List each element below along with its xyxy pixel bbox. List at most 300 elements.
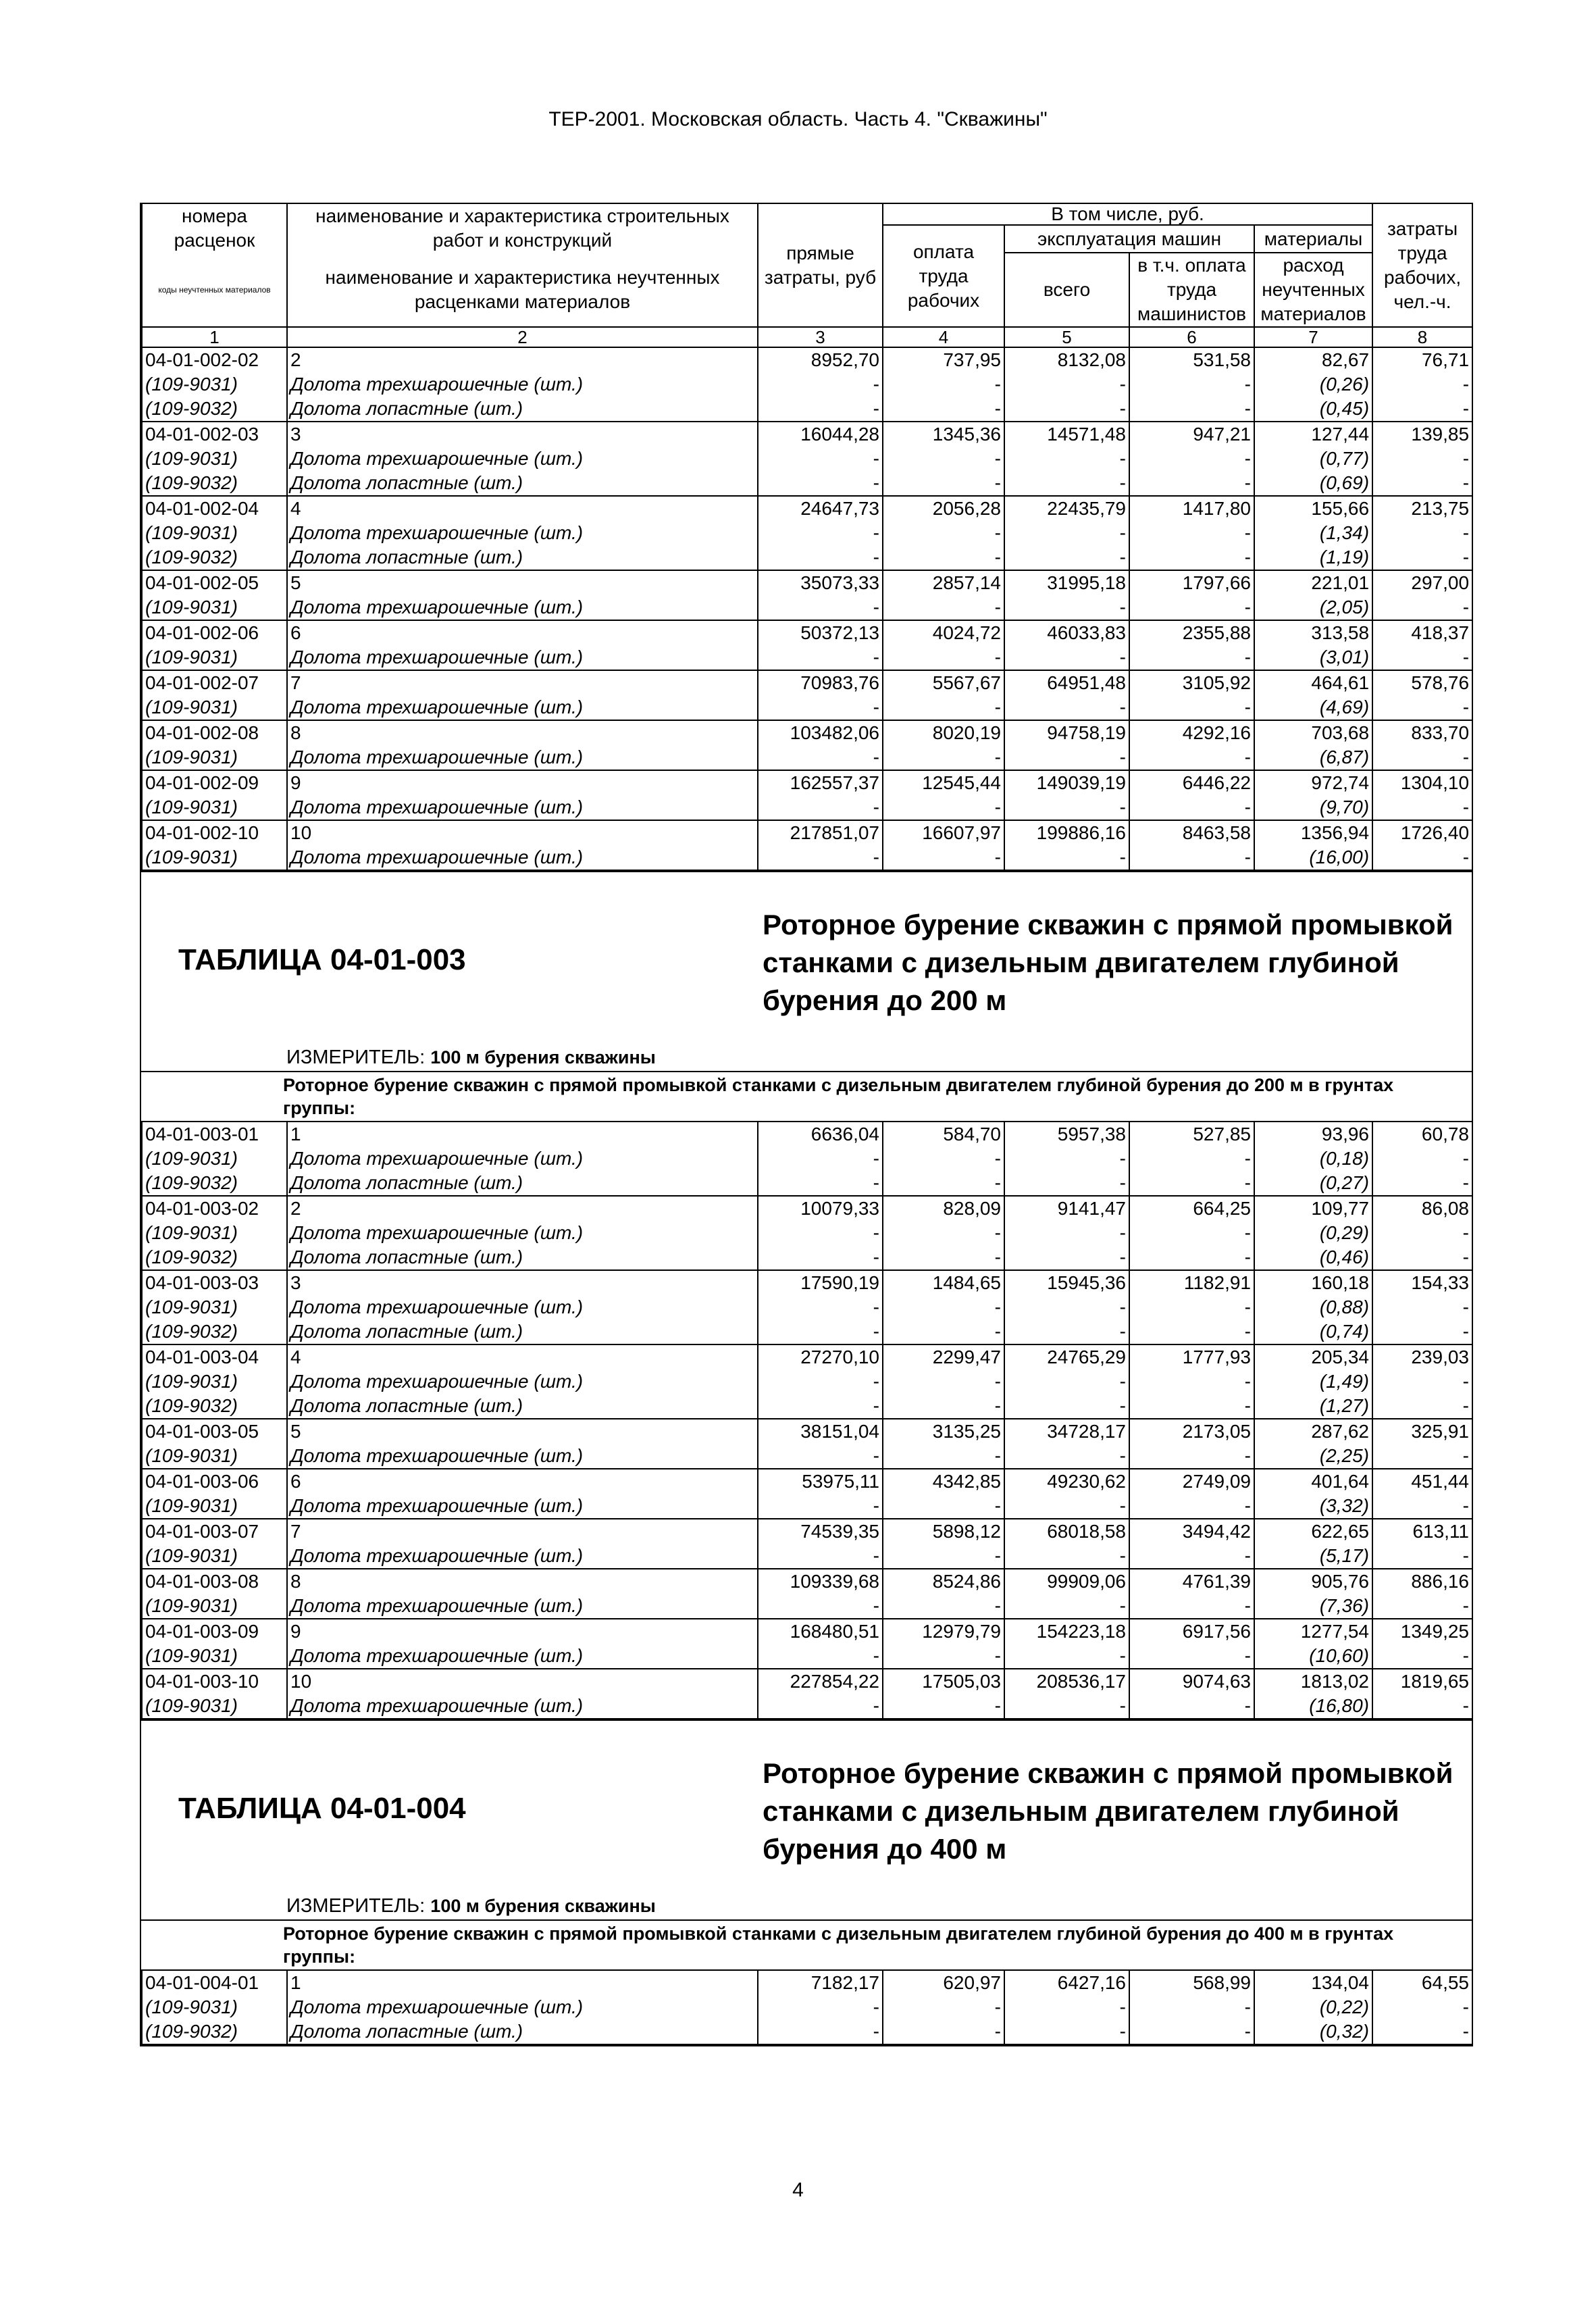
page-number: 4: [792, 2179, 804, 2201]
empty-value: -: [1129, 845, 1254, 870]
header-col2-line1: наименование и характеристика строительных: [315, 205, 729, 226]
empty-value: -: [883, 372, 1004, 397]
rate-c6: 2749,09: [1129, 1469, 1254, 1494]
rate-c7: 82,67: [1254, 347, 1372, 372]
rate-c4: 12979,79: [883, 1619, 1004, 1644]
material-quantity: (1,49): [1254, 1369, 1372, 1394]
rate-code: 04-01-003-06: [142, 1469, 287, 1494]
rate-row: [142, 1970, 1472, 1995]
rate-c5: 8132,08: [1004, 347, 1129, 372]
rate-c4: 3135,25: [883, 1419, 1004, 1444]
empty-value: -: [758, 1245, 883, 1270]
header-col1-line2: расценок: [174, 230, 255, 251]
material-quantity: (0,77): [1254, 447, 1372, 471]
rate-c4: 2857,14: [883, 570, 1004, 595]
rate-c7: 703,68: [1254, 720, 1372, 745]
empty-value: -: [1004, 1394, 1129, 1419]
rate-c3: 27270,10: [758, 1344, 883, 1369]
material-row: [142, 1221, 1472, 1245]
material-row: [142, 845, 1472, 870]
material-quantity: (9,70): [1254, 795, 1372, 820]
empty-value: -: [1004, 521, 1129, 545]
material-row: [142, 1644, 1472, 1669]
empty-value: -: [1129, 695, 1254, 720]
material-name: Долота трехшарошечные (шт.): [287, 1221, 758, 1245]
empty-value: -: [883, 645, 1004, 670]
rate-row: [142, 720, 1472, 745]
empty-value: -: [883, 447, 1004, 471]
empty-value: -: [883, 1221, 1004, 1245]
rate-c6: 1417,80: [1129, 496, 1254, 521]
rate-row: [142, 1196, 1472, 1221]
material-name: Долота трехшарошечные (шт.): [287, 1494, 758, 1519]
rate-name: 6: [287, 1469, 758, 1494]
empty-value: -: [883, 1319, 1004, 1344]
material-name: Долота трехшарошечные (шт.): [287, 521, 758, 545]
empty-value: -: [1004, 845, 1129, 870]
material-quantity: (0,27): [1254, 1171, 1372, 1196]
material-row: [142, 1995, 1472, 2019]
material-quantity: (0,74): [1254, 1319, 1372, 1344]
rate-c5: 99909,06: [1004, 1569, 1129, 1594]
rate-c7: 972,74: [1254, 770, 1372, 795]
rate-c4: 1484,65: [883, 1270, 1004, 1295]
rate-c5: 149039,19: [1004, 770, 1129, 795]
material-name: Долота трехшарошечные (шт.): [287, 1444, 758, 1469]
measure-value-003: 100 м бурения скважины: [430, 1047, 656, 1067]
material-name: Долота трехшарошечные (шт.): [287, 745, 758, 770]
empty-value: -: [1004, 1594, 1129, 1619]
rate-c6: 1797,66: [1129, 570, 1254, 595]
rate-code: 04-01-002-05: [142, 570, 287, 595]
empty-value: -: [1372, 1494, 1472, 1519]
rate-c8: 1726,40: [1372, 820, 1472, 845]
rate-name: 4: [287, 496, 758, 521]
rate-row: [142, 496, 1472, 521]
empty-value: -: [1372, 1171, 1472, 1196]
column-number: 7: [1254, 327, 1372, 347]
empty-value: -: [1372, 1444, 1472, 1469]
rate-c6: 6917,56: [1129, 1619, 1254, 1644]
column-number: 2: [287, 327, 758, 347]
empty-value: -: [883, 545, 1004, 570]
empty-value: -: [883, 1171, 1004, 1196]
column-number: 4: [883, 327, 1004, 347]
table-description-003: Роторное бурение скважин с прямой промывкой станками с дизельным двигателем глубиной бурения до 200 м: [763, 909, 1453, 1016]
empty-value: -: [758, 1221, 883, 1245]
empty-value: -: [883, 397, 1004, 422]
rate-code: 04-01-002-04: [142, 496, 287, 521]
rate-c7: 1813,02: [1254, 1669, 1372, 1694]
material-name: Долота лопастные (шт.): [287, 2019, 758, 2044]
empty-value: -: [1129, 1644, 1254, 1669]
rate-c8: 297,00: [1372, 570, 1472, 595]
material-quantity: (1,27): [1254, 1394, 1372, 1419]
rate-c7: 109,77: [1254, 1196, 1372, 1221]
rate-row: [142, 1419, 1472, 1444]
rate-c3: 70983,76: [758, 670, 883, 695]
material-row: [142, 545, 1472, 570]
empty-value: -: [758, 1494, 883, 1519]
rate-c4: 2056,28: [883, 496, 1004, 521]
empty-value: -: [883, 1444, 1004, 1469]
material-quantity: (1,19): [1254, 545, 1372, 570]
empty-value: -: [1129, 1369, 1254, 1394]
material-code: (109-9031): [142, 447, 287, 471]
empty-value: -: [883, 795, 1004, 820]
empty-value: -: [1372, 471, 1472, 496]
material-code: (109-9031): [142, 1594, 287, 1619]
empty-value: -: [1129, 1394, 1254, 1419]
rate-c7: 313,58: [1254, 620, 1372, 645]
rate-c6: 8463,58: [1129, 820, 1254, 845]
empty-value: -: [1372, 1369, 1472, 1394]
material-quantity: (0,88): [1254, 1295, 1372, 1319]
rate-name: 6: [287, 620, 758, 645]
rate-c7: 93,96: [1254, 1122, 1372, 1147]
material-row: [142, 372, 1472, 397]
material-name: Долота трехшарошечные (шт.): [287, 372, 758, 397]
rate-c3: 74539,35: [758, 1519, 883, 1544]
empty-value: -: [758, 1594, 883, 1619]
empty-value: -: [1372, 1147, 1472, 1171]
empty-value: -: [1004, 745, 1129, 770]
rate-c5: 64951,48: [1004, 670, 1129, 695]
empty-value: -: [1129, 471, 1254, 496]
empty-value: -: [1004, 397, 1129, 422]
empty-value: -: [1004, 1444, 1129, 1469]
rate-c6: 2173,05: [1129, 1419, 1254, 1444]
rate-c4: 1345,36: [883, 422, 1004, 447]
empty-value: -: [758, 1444, 883, 1469]
material-row: [142, 1147, 1472, 1171]
rate-c8: 76,71: [1372, 347, 1472, 372]
material-name: Долота лопастные (шт.): [287, 1171, 758, 1196]
rate-c5: 15945,36: [1004, 1270, 1129, 1295]
empty-value: -: [1372, 795, 1472, 820]
measure-label-004: ИЗМЕРИТЕЛЬ:: [286, 1895, 426, 1917]
material-code: (109-9031): [142, 1494, 287, 1519]
empty-value: -: [1004, 1245, 1129, 1270]
empty-value: -: [1004, 1995, 1129, 2019]
empty-value: -: [758, 1319, 883, 1344]
rate-c5: 9141,47: [1004, 1196, 1129, 1221]
empty-value: -: [758, 372, 883, 397]
rate-row: [142, 670, 1472, 695]
empty-value: -: [758, 1369, 883, 1394]
rate-name: 2: [287, 347, 758, 372]
material-row: [142, 1369, 1472, 1394]
rates-body-002: [142, 347, 1472, 870]
rate-code: 04-01-003-01: [142, 1122, 287, 1147]
table-description-004: Роторное бурение скважин с прямой промывкой станками с дизельным двигателем глубиной бурения до 400 м: [763, 1757, 1453, 1865]
empty-value: -: [1129, 595, 1254, 620]
rate-c6: 4761,39: [1129, 1569, 1254, 1594]
empty-value: -: [758, 2019, 883, 2044]
rate-c7: 205,34: [1254, 1344, 1372, 1369]
rate-c3: 103482,06: [758, 720, 883, 745]
rate-name: 8: [287, 720, 758, 745]
rate-name: 4: [287, 1344, 758, 1369]
material-row: [142, 471, 1472, 496]
empty-value: -: [1372, 1245, 1472, 1270]
rate-code: 04-01-003-03: [142, 1270, 287, 1295]
material-code: (109-9031): [142, 1147, 287, 1171]
empty-value: -: [1004, 1369, 1129, 1394]
table-title-003: ТАБЛИЦА 04-01-003: [178, 943, 466, 976]
rate-c3: 168480,51: [758, 1619, 883, 1644]
empty-value: -: [1004, 595, 1129, 620]
rates-table-002: [141, 203, 1473, 871]
material-code: (109-9032): [142, 545, 287, 570]
empty-value: -: [1004, 1147, 1129, 1171]
rate-code: 04-01-003-10: [142, 1669, 287, 1694]
rate-c6: 9074,63: [1129, 1669, 1254, 1694]
rate-c3: 17590,19: [758, 1270, 883, 1295]
material-quantity: (3,01): [1254, 645, 1372, 670]
rate-c8: 1304,10: [1372, 770, 1472, 795]
rate-row: [142, 1270, 1472, 1295]
empty-value: -: [758, 1295, 883, 1319]
material-name: Долота трехшарошечные (шт.): [287, 1594, 758, 1619]
material-quantity: (0,29): [1254, 1221, 1372, 1245]
rate-c5: 34728,17: [1004, 1419, 1129, 1444]
rate-c7: 287,62: [1254, 1419, 1372, 1444]
rate-c8: 139,85: [1372, 422, 1472, 447]
empty-value: -: [1004, 695, 1129, 720]
material-name: Долота лопастные (шт.): [287, 471, 758, 496]
rate-code: 04-01-003-05: [142, 1419, 287, 1444]
empty-value: -: [1372, 1995, 1472, 2019]
rate-c7: 221,01: [1254, 570, 1372, 595]
rate-code: 04-01-002-06: [142, 620, 287, 645]
material-row: [142, 1319, 1472, 1344]
material-quantity: (4,69): [1254, 695, 1372, 720]
rates-table-004: [141, 1969, 1473, 2045]
material-quantity: (5,17): [1254, 1544, 1372, 1569]
material-row: [142, 521, 1472, 545]
empty-value: -: [1372, 1644, 1472, 1669]
empty-value: -: [1372, 1694, 1472, 1719]
material-row: [142, 397, 1472, 422]
material-code: (109-9031): [142, 645, 287, 670]
empty-value: -: [1004, 1319, 1129, 1344]
rate-c7: 127,44: [1254, 422, 1372, 447]
rate-c4: 5567,67: [883, 670, 1004, 695]
material-row: [142, 1594, 1472, 1619]
material-code: (109-9031): [142, 1995, 287, 2019]
material-code: (109-9031): [142, 1295, 287, 1319]
rate-name: 10: [287, 820, 758, 845]
material-name: Долота лопастные (шт.): [287, 1245, 758, 1270]
rate-c4: 5898,12: [883, 1519, 1004, 1544]
material-code: (109-9031): [142, 745, 287, 770]
rate-row: [142, 347, 1472, 372]
rate-c3: 8952,70: [758, 347, 883, 372]
table-title-block-003: [141, 871, 1472, 1041]
rate-c6: 4292,16: [1129, 720, 1254, 745]
header-col6: в т.ч. оплата труда машинистов: [1129, 253, 1254, 327]
empty-value: -: [1372, 2019, 1472, 2044]
material-code: (109-9031): [142, 1369, 287, 1394]
rate-c7: 1277,54: [1254, 1619, 1372, 1644]
rate-c3: 109339,68: [758, 1569, 883, 1594]
rate-name: 9: [287, 770, 758, 795]
rate-c6: 568,99: [1129, 1970, 1254, 1995]
rate-c8: 886,16: [1372, 1569, 1472, 1594]
empty-value: -: [1004, 447, 1129, 471]
rate-c5: 199886,16: [1004, 820, 1129, 845]
rate-c6: 531,58: [1129, 347, 1254, 372]
empty-value: -: [758, 645, 883, 670]
empty-value: -: [758, 1644, 883, 1669]
rate-c4: 828,09: [883, 1196, 1004, 1221]
header-machines: эксплуатация машин: [1004, 225, 1254, 253]
empty-value: -: [1372, 1221, 1472, 1245]
empty-value: -: [758, 595, 883, 620]
rate-code: 04-01-002-08: [142, 720, 287, 745]
rate-c7: 622,65: [1254, 1519, 1372, 1544]
rate-row: [142, 1519, 1472, 1544]
empty-value: -: [883, 1147, 1004, 1171]
rate-c4: 8020,19: [883, 720, 1004, 745]
rate-c4: 16607,97: [883, 820, 1004, 845]
empty-value: -: [1004, 1494, 1129, 1519]
rate-c5: 5957,38: [1004, 1122, 1129, 1147]
rate-c7: 155,66: [1254, 496, 1372, 521]
empty-value: -: [883, 1245, 1004, 1270]
rate-c8: 833,70: [1372, 720, 1472, 745]
material-name: Долота трехшарошечные (шт.): [287, 1295, 758, 1319]
empty-value: -: [758, 1147, 883, 1171]
material-code: (109-9031): [142, 695, 287, 720]
header-col2-sub1: наименование и характеристика неучтенных: [325, 266, 720, 288]
empty-value: -: [758, 447, 883, 471]
rate-c8: 60,78: [1372, 1122, 1472, 1147]
material-code: (109-9032): [142, 1245, 287, 1270]
material-code: (109-9031): [142, 795, 287, 820]
material-quantity: (3,32): [1254, 1494, 1372, 1519]
empty-value: -: [1372, 521, 1472, 545]
rate-c4: 12545,44: [883, 770, 1004, 795]
rate-row: [142, 1669, 1472, 1694]
rate-code: 04-01-003-09: [142, 1619, 287, 1644]
empty-value: -: [883, 1995, 1004, 2019]
rate-c6: 1182,91: [1129, 1270, 1254, 1295]
empty-value: -: [1129, 1544, 1254, 1569]
empty-value: -: [883, 745, 1004, 770]
rate-row: [142, 770, 1472, 795]
rate-row: [142, 1619, 1472, 1644]
material-quantity: (7,36): [1254, 1594, 1372, 1619]
table-title-004: ТАБЛИЦА 04-01-004: [178, 1792, 466, 1825]
measure-value-004: 100 м бурения скважины: [430, 1896, 656, 1916]
header-in-total: В том числе, руб.: [883, 203, 1372, 225]
rate-c5: 49230,62: [1004, 1469, 1129, 1494]
empty-value: -: [758, 1544, 883, 1569]
empty-value: -: [1372, 645, 1472, 670]
header-col1-line1: номера: [181, 205, 247, 226]
empty-value: -: [1129, 1295, 1254, 1319]
material-code: (109-9032): [142, 1319, 287, 1344]
empty-value: -: [1004, 2019, 1129, 2044]
empty-value: -: [1004, 545, 1129, 570]
column-number: 5: [1004, 327, 1129, 347]
material-row: [142, 1245, 1472, 1270]
empty-value: -: [883, 1544, 1004, 1569]
rate-c4: 4024,72: [883, 620, 1004, 645]
material-name: Долота трехшарошечные (шт.): [287, 1147, 758, 1171]
material-quantity: (16,80): [1254, 1694, 1372, 1719]
empty-value: -: [1004, 1544, 1129, 1569]
rate-row: [142, 820, 1472, 845]
rate-c4: 8524,86: [883, 1569, 1004, 1594]
material-name: Долота трехшарошечные (шт.): [287, 447, 758, 471]
material-row: [142, 1494, 1472, 1519]
header-col7: расход неучтенных материалов: [1254, 253, 1372, 327]
document-table-frame: [140, 203, 1473, 2046]
rate-code: 04-01-004-01: [142, 1970, 287, 1995]
header-col4: оплата труда рабочих: [883, 225, 1004, 327]
empty-value: -: [1129, 1444, 1254, 1469]
empty-value: -: [883, 471, 1004, 496]
rate-c3: 16044,28: [758, 422, 883, 447]
rate-c5: 46033,83: [1004, 620, 1129, 645]
empty-value: -: [758, 795, 883, 820]
rate-name: 3: [287, 422, 758, 447]
rate-c8: 613,11: [1372, 1519, 1472, 1544]
empty-value: -: [883, 1644, 1004, 1669]
empty-value: -: [883, 595, 1004, 620]
rate-c3: 227854,22: [758, 1669, 883, 1694]
rate-row: [142, 422, 1472, 447]
empty-value: -: [1372, 845, 1472, 870]
material-quantity: (1,34): [1254, 521, 1372, 545]
rate-c6: 3494,42: [1129, 1519, 1254, 1544]
empty-value: -: [1372, 447, 1472, 471]
empty-value: -: [758, 521, 883, 545]
rate-c6: 664,25: [1129, 1196, 1254, 1221]
rate-c7: 905,76: [1254, 1569, 1372, 1594]
rate-c3: 35073,33: [758, 570, 883, 595]
material-row: [142, 695, 1472, 720]
rate-row: [142, 1569, 1472, 1594]
group-title-003: Роторное бурение скважин с прямой промывкой станками с дизельным двигателем глубиной бурения до 200 м в грунтах группы:: [141, 1071, 1472, 1121]
rate-c4: 584,70: [883, 1122, 1004, 1147]
empty-value: -: [1372, 695, 1472, 720]
column-number: 8: [1372, 327, 1472, 347]
material-row: [142, 745, 1472, 770]
rate-row: [142, 1344, 1472, 1369]
rate-c3: 7182,17: [758, 1970, 883, 1995]
empty-value: -: [1129, 521, 1254, 545]
rate-name: 8: [287, 1569, 758, 1594]
material-name: Долота лопастные (шт.): [287, 1394, 758, 1419]
material-row: [142, 795, 1472, 820]
rate-c5: 154223,18: [1004, 1619, 1129, 1644]
measure-004: [141, 1890, 1472, 1919]
rate-code: 04-01-003-02: [142, 1196, 287, 1221]
material-code: (109-9031): [142, 1544, 287, 1569]
empty-value: -: [883, 1295, 1004, 1319]
measure-003: [141, 1041, 1472, 1071]
material-code: (109-9032): [142, 1171, 287, 1196]
rate-name: 10: [287, 1669, 758, 1694]
header-col3: прямые затраты, руб: [758, 203, 883, 327]
empty-value: -: [758, 1394, 883, 1419]
rate-row: [142, 1122, 1472, 1147]
rate-c3: 24647,73: [758, 496, 883, 521]
